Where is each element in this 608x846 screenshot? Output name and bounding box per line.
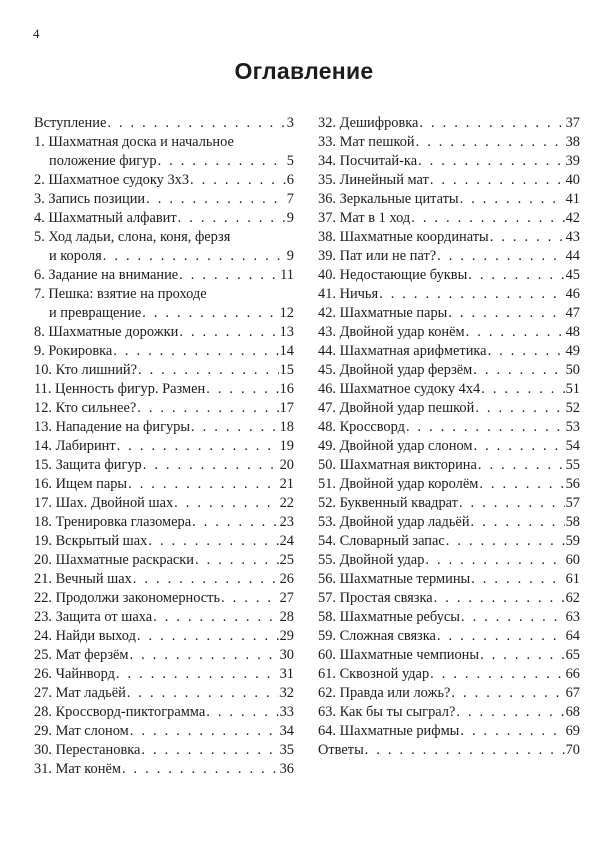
dot-leader xyxy=(148,532,278,551)
dot-leader xyxy=(448,304,564,323)
dot-leader xyxy=(113,342,278,361)
toc-entry-page: 43 xyxy=(565,229,580,245)
dot-leader xyxy=(456,703,564,722)
toc-entry-label: 12. Кто сильнее? xyxy=(34,400,137,416)
toc-entry-page: 65 xyxy=(565,647,580,663)
dot-leader xyxy=(468,266,564,285)
toc-entry-page: 28 xyxy=(279,609,294,625)
dot-leader xyxy=(479,475,564,494)
toc-entry-page: 59 xyxy=(565,533,580,549)
toc-entry-page: 68 xyxy=(565,704,580,720)
toc-entry-label: 20. Шахматные раскраски xyxy=(34,552,194,568)
toc-entry xyxy=(318,342,580,361)
toc-entry-page: 39 xyxy=(565,153,580,169)
toc-entry-page: 55 xyxy=(565,457,580,473)
dot-leader xyxy=(117,437,279,456)
toc-entry-page: 35 xyxy=(279,742,294,758)
toc-entry xyxy=(34,418,294,437)
toc-entry-label: 45. Двойной удар ферзём xyxy=(318,362,473,378)
toc-entry xyxy=(318,684,580,703)
dot-leader xyxy=(471,513,565,532)
toc-entry-page: 69 xyxy=(565,723,580,739)
dot-leader xyxy=(490,228,565,247)
dot-leader xyxy=(430,665,564,684)
toc-entry xyxy=(318,646,580,665)
toc-entry-page: 26 xyxy=(279,571,294,587)
toc-entry-label: 25. Мат ферзём xyxy=(34,647,129,663)
toc-entry-page: 7 xyxy=(286,191,294,207)
toc-column-left xyxy=(34,114,294,779)
dot-leader xyxy=(179,323,278,342)
toc-entry xyxy=(34,323,294,342)
toc-entry-page: 22 xyxy=(279,495,294,511)
toc-entry-label: 61. Сквозной удар xyxy=(318,666,430,682)
toc-entry-label: 37. Мат в 1 ход xyxy=(318,210,411,226)
toc-entry xyxy=(34,665,294,684)
toc-column-right xyxy=(318,114,580,760)
toc-entry-label: 39. Пат или не пат? xyxy=(318,248,437,264)
dot-leader xyxy=(179,266,279,285)
dot-leader xyxy=(192,513,279,532)
toc-entry-page: 49 xyxy=(565,343,580,359)
dot-leader xyxy=(406,418,565,437)
toc-entry xyxy=(34,532,294,551)
dot-leader xyxy=(221,589,279,608)
toc-entry xyxy=(318,247,580,266)
dot-leader xyxy=(425,551,564,570)
toc-entry-page: 53 xyxy=(565,419,580,435)
dot-leader xyxy=(122,760,279,779)
toc-entry-page: 15 xyxy=(279,362,294,378)
toc-entry-page: 61 xyxy=(565,571,580,587)
toc-entry-page: 34 xyxy=(279,723,294,739)
toc-entry-page: 56 xyxy=(565,476,580,492)
toc-entry-label: 15. Защита фигур xyxy=(34,457,142,473)
toc-entry xyxy=(318,361,580,380)
toc-entry-page: 23 xyxy=(279,514,294,530)
toc-entry-label: 38. Шахматные координаты xyxy=(318,229,489,245)
dot-leader xyxy=(153,608,278,627)
toc-entry-label: 30. Перестановка xyxy=(34,742,141,758)
dot-leader xyxy=(430,171,565,190)
toc-entry-page: 31 xyxy=(279,666,294,682)
toc-entry-label: 40. Недостающие буквы xyxy=(318,267,468,283)
dot-leader xyxy=(434,589,565,608)
toc-entry-label: 34. Посчитай-ка xyxy=(318,153,418,169)
dot-leader xyxy=(437,247,564,266)
toc-entry-label: 4. Шахматный алфавит xyxy=(34,210,177,226)
toc-entry xyxy=(318,133,580,152)
toc-entry-page: 29 xyxy=(279,628,294,644)
toc-entry xyxy=(318,722,580,741)
toc-entry xyxy=(34,570,294,589)
toc-entry xyxy=(318,589,580,608)
toc-entry-label: 49. Двойной удар слоном xyxy=(318,438,473,454)
toc-entry xyxy=(34,646,294,665)
dot-leader xyxy=(416,133,565,152)
dot-leader xyxy=(471,570,564,589)
toc-entry xyxy=(318,399,580,418)
dot-leader xyxy=(107,114,285,133)
toc-entry xyxy=(34,608,294,627)
toc-entry-label: 64. Шахматные рифмы xyxy=(318,723,460,739)
toc-entry-page: 14 xyxy=(279,343,294,359)
toc-entry-label: 46. Шахматное судоку 4х4 xyxy=(318,381,481,397)
toc-entry-line xyxy=(34,285,294,304)
toc-entry xyxy=(34,152,294,171)
toc-entry-label: 11. Ценность фигур. Размен xyxy=(34,381,206,397)
toc-entry xyxy=(34,437,294,456)
dot-leader xyxy=(116,665,279,684)
toc-entry-label: 41. Ничья xyxy=(318,286,379,302)
toc-entry xyxy=(34,114,294,133)
toc-entry-page: 36 xyxy=(279,761,294,777)
toc-entry-label: 31. Мат конём xyxy=(34,761,121,777)
toc-entry-label: 9. Рокировка xyxy=(34,343,113,359)
toc-entry-page: 27 xyxy=(279,590,294,606)
toc-entry xyxy=(318,114,580,133)
dot-leader xyxy=(480,646,565,665)
toc-entry-label: 54. Словарный запас xyxy=(318,533,445,549)
dot-leader xyxy=(146,190,286,209)
toc-entry-page: 24 xyxy=(279,533,294,549)
toc-entry-label: 5. Ход ладьи, слона, коня, ферзя xyxy=(34,229,231,245)
dot-leader xyxy=(143,456,279,475)
toc-entry xyxy=(318,513,580,532)
toc-entry xyxy=(34,380,294,399)
toc-entry xyxy=(34,513,294,532)
toc-entry xyxy=(318,608,580,627)
toc-entry-label: 27. Мат ладьёй xyxy=(34,685,126,701)
toc-entry xyxy=(318,741,580,760)
toc-entry xyxy=(318,190,580,209)
dot-leader xyxy=(127,684,279,703)
toc-entry-page: 19 xyxy=(279,438,294,454)
dot-leader xyxy=(130,722,279,741)
toc-entry-label: 47. Двойной удар пешкой xyxy=(318,400,475,416)
toc-entry-label: 18. Тренировка глазомера xyxy=(34,514,192,530)
toc-entry xyxy=(318,665,580,684)
toc-entry-label: 44. Шахматная арифметика xyxy=(318,343,487,359)
toc-entry-label: 22. Продолжи закономерность xyxy=(34,590,221,606)
dot-leader xyxy=(437,627,565,646)
dot-leader xyxy=(141,741,278,760)
toc-entry xyxy=(34,475,294,494)
toc-entry-page: 46 xyxy=(565,286,580,302)
dot-leader xyxy=(128,475,279,494)
toc-entry xyxy=(34,684,294,703)
toc-entry-page: 3 xyxy=(286,115,294,131)
dot-leader xyxy=(419,114,564,133)
toc-entry-label: 33. Мат пешкой xyxy=(318,134,415,150)
toc-entry xyxy=(318,456,580,475)
dot-leader xyxy=(451,684,564,703)
toc-entry-label: 10. Кто лишний? xyxy=(34,362,137,378)
toc-entry xyxy=(34,171,294,190)
toc-entry-page: 20 xyxy=(279,457,294,473)
dot-leader xyxy=(174,494,278,513)
dot-leader xyxy=(473,361,564,380)
dot-leader xyxy=(195,551,279,570)
toc-entry-page: 30 xyxy=(279,647,294,663)
toc-entry-label: 16. Ищем пары xyxy=(34,476,128,492)
dot-leader xyxy=(137,627,279,646)
toc-entry xyxy=(318,228,580,247)
toc-entry-page: 70 xyxy=(565,742,580,758)
dot-leader xyxy=(138,361,279,380)
toc-entry xyxy=(34,342,294,361)
toc-entry xyxy=(318,323,580,342)
toc-entry-label: 26. Чайнворд xyxy=(34,666,115,682)
toc-entry-label: 14. Лабиринт xyxy=(34,438,116,454)
dot-leader xyxy=(191,418,279,437)
toc-entry-page: 41 xyxy=(565,191,580,207)
toc-entry-page: 9 xyxy=(286,210,294,226)
dot-leader xyxy=(481,380,564,399)
toc-entry-label: 60. Шахматные чемпионы xyxy=(318,647,480,663)
toc-entry xyxy=(34,247,294,266)
dot-leader xyxy=(460,722,564,741)
toc-entry xyxy=(34,209,294,228)
toc-entry-label: 63. Как бы ты сыграл? xyxy=(318,704,456,720)
toc-entry-label: 1. Шахматная доска и начальное xyxy=(34,134,234,150)
toc-entry-label: 13. Нападение на фигуры xyxy=(34,419,191,435)
toc-entry-page: 67 xyxy=(565,685,580,701)
toc-entry-label: 52. Буквенный квадрат xyxy=(318,495,458,511)
toc-entry-page: 9 xyxy=(286,248,294,264)
toc-entry-label-continued: и короля xyxy=(49,248,102,264)
toc-entry-label: 2. Шахматное судоку 3х3 xyxy=(34,172,190,188)
dot-leader xyxy=(379,285,565,304)
toc-entry xyxy=(318,551,580,570)
toc-entry xyxy=(318,171,580,190)
toc-entry-page: 37 xyxy=(565,115,580,131)
toc-entry xyxy=(34,361,294,380)
toc-entry xyxy=(318,494,580,513)
toc-entry-label: 50. Шахматная викторина xyxy=(318,457,477,473)
dot-leader xyxy=(158,152,286,171)
toc-entry-label: 42. Шахматные пары xyxy=(318,305,448,321)
toc-entry-label: Ответы xyxy=(318,742,364,758)
dot-leader xyxy=(133,570,279,589)
toc-entry-page: 60 xyxy=(565,552,580,568)
dot-leader xyxy=(466,323,565,342)
toc-entry-page: 57 xyxy=(565,495,580,511)
toc-entry xyxy=(318,304,580,323)
toc-entry-page: 11 xyxy=(280,267,294,283)
toc-entry-page: 48 xyxy=(565,324,580,340)
toc-entry xyxy=(34,304,294,323)
toc-entry-label: 51. Двойной удар королём xyxy=(318,476,479,492)
toc-entry-page: 17 xyxy=(279,400,294,416)
toc-entry-label: 8. Шахматные дорожки xyxy=(34,324,179,340)
toc-entry-page: 51 xyxy=(565,381,580,397)
toc-entry-label: 29. Мат слоном xyxy=(34,723,129,739)
toc-entry-label: 17. Шах. Двойной шах xyxy=(34,495,174,511)
toc-entry xyxy=(34,494,294,513)
toc-entry xyxy=(34,722,294,741)
toc-entry-page: 63 xyxy=(565,609,580,625)
toc-entry-page: 54 xyxy=(565,438,580,454)
toc-entry xyxy=(34,266,294,285)
toc-entry-label: 21. Вечный шах xyxy=(34,571,132,587)
toc-entry xyxy=(34,399,294,418)
dot-leader xyxy=(190,171,286,190)
toc-entry-page: 42 xyxy=(565,210,580,226)
toc-entry xyxy=(318,532,580,551)
dot-leader xyxy=(478,456,565,475)
toc-entry xyxy=(318,152,580,171)
toc-entry xyxy=(34,456,294,475)
toc-entry-label: 48. Кроссворд xyxy=(318,419,405,435)
dot-leader xyxy=(103,247,286,266)
page-number: 4 xyxy=(33,26,40,41)
toc-entry-page: 58 xyxy=(565,514,580,530)
toc-entry-page: 33 xyxy=(279,704,294,720)
toc-entry-page: 40 xyxy=(565,172,580,188)
toc-entry xyxy=(318,437,580,456)
dot-leader xyxy=(411,209,564,228)
dot-leader xyxy=(475,399,564,418)
toc-entry-label: 35. Линейный мат xyxy=(318,172,429,188)
toc-entry-page: 12 xyxy=(279,305,294,321)
toc-entry-label: 57. Простая связка xyxy=(318,590,433,606)
toc-entry-label: 24. Найди выход xyxy=(34,628,136,644)
toc-entry-page: 64 xyxy=(565,628,580,644)
toc-entry-label-continued: и превращение xyxy=(49,305,142,321)
page-title: Оглавление xyxy=(234,58,374,84)
dot-leader xyxy=(418,152,565,171)
toc-entry-page: 62 xyxy=(565,590,580,606)
toc-entry xyxy=(318,209,580,228)
toc-entry-label: Вступление xyxy=(34,115,107,131)
dot-leader xyxy=(461,608,565,627)
dot-leader xyxy=(206,380,278,399)
toc-entry-page: 52 xyxy=(565,400,580,416)
toc-entry-label: 3. Запись позиции xyxy=(34,191,146,207)
toc-entry xyxy=(34,551,294,570)
toc-entry-label: 53. Двойной удар ладьёй xyxy=(318,514,470,530)
dot-leader xyxy=(130,646,279,665)
toc-entry xyxy=(34,627,294,646)
toc-entry xyxy=(34,741,294,760)
toc-entry-page: 47 xyxy=(565,305,580,321)
toc-entry-label: 23. Защита от шаха xyxy=(34,609,153,625)
dot-leader xyxy=(460,190,565,209)
toc-entry-label: 55. Двойной удар xyxy=(318,552,425,568)
dot-leader xyxy=(446,532,565,551)
toc-entry-label: 59. Сложная связка xyxy=(318,628,436,644)
toc-entry xyxy=(318,570,580,589)
dot-leader xyxy=(178,209,286,228)
toc-entry-page: 18 xyxy=(279,419,294,435)
toc-entry-page: 5 xyxy=(286,153,294,169)
toc-entry-label: 58. Шахматные ребусы xyxy=(318,609,460,625)
toc-entry-page: 25 xyxy=(279,552,294,568)
dot-leader xyxy=(459,494,565,513)
dot-leader xyxy=(365,741,565,760)
toc-entry-label: 32. Дешифровка xyxy=(318,115,419,131)
toc-entry xyxy=(318,627,580,646)
dot-leader xyxy=(137,399,278,418)
toc-entry xyxy=(318,380,580,399)
toc-entry xyxy=(34,190,294,209)
toc-entry-label: 43. Двойной удар конём xyxy=(318,324,465,340)
toc-entry-page: 66 xyxy=(565,666,580,682)
toc-entry xyxy=(34,760,294,779)
toc-entry-page: 45 xyxy=(565,267,580,283)
toc-entry-label-continued: положение фигур xyxy=(49,153,157,169)
toc-entry-label: 36. Зеркальные цитаты xyxy=(318,191,459,207)
toc-entry-label: 62. Правда или ложь? xyxy=(318,685,451,701)
toc-entry-line xyxy=(34,133,294,152)
toc-entry xyxy=(318,266,580,285)
toc-entry-label: 28. Кроссворд-пиктограмма xyxy=(34,704,206,720)
dot-leader xyxy=(206,703,278,722)
toc-entry xyxy=(318,703,580,722)
toc-entry xyxy=(318,285,580,304)
toc-entry-label: 56. Шахматные термины xyxy=(318,571,471,587)
toc-entry-page: 32 xyxy=(279,685,294,701)
toc-entry-page: 13 xyxy=(279,324,294,340)
toc-entry-label: 7. Пешка: взятие на проходе xyxy=(34,286,207,302)
toc-entry-page: 16 xyxy=(279,381,294,397)
toc-entry xyxy=(318,475,580,494)
toc-entry-page: 38 xyxy=(565,134,580,150)
dot-leader xyxy=(488,342,565,361)
toc-entry xyxy=(34,703,294,722)
dot-leader xyxy=(473,437,564,456)
toc-entry xyxy=(318,418,580,437)
toc-entry-label: 19. Вскрытый шах xyxy=(34,533,148,549)
toc-entry-page: 44 xyxy=(565,248,580,264)
toc-entry-label: 6. Задание на внимание xyxy=(34,267,179,283)
toc-entry-line xyxy=(34,228,294,247)
dot-leader xyxy=(142,304,278,323)
toc-entry-page: 50 xyxy=(565,362,580,378)
toc-entry xyxy=(34,589,294,608)
toc-entry-page: 6 xyxy=(286,172,294,188)
toc-entry-page: 21 xyxy=(279,476,294,492)
